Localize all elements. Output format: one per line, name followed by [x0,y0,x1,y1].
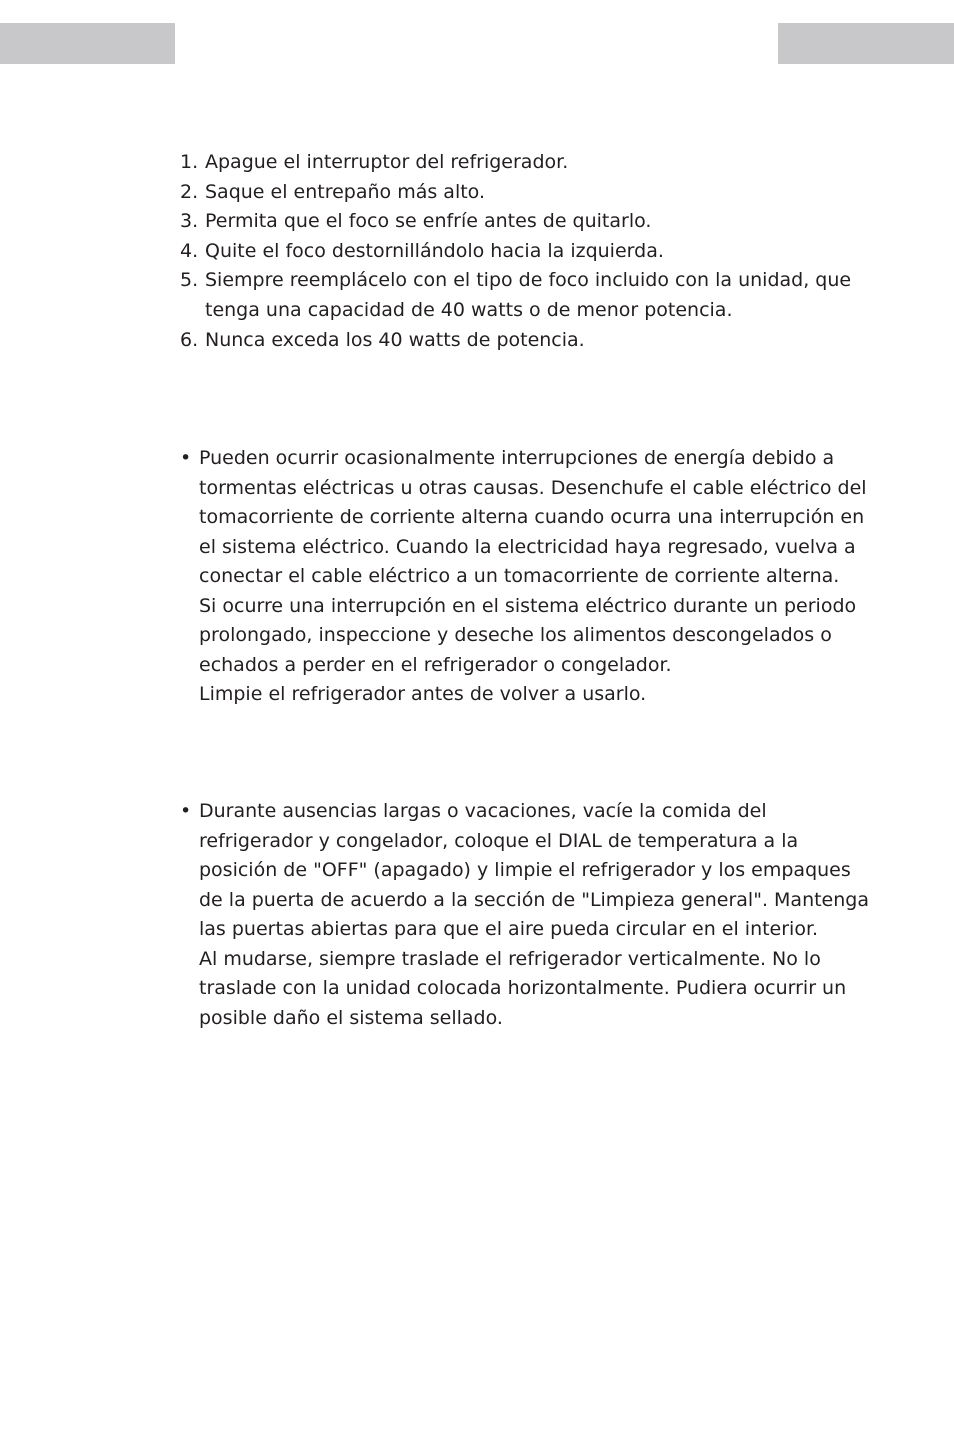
power-outage-text [199,444,880,710]
power-outage-paragraph: Si ocurre una interrupción en el sistema eléctrico durante un periodo prolongado, inspeccione y deseche los alimentos descongelados o echados a perder en el refrigerador o congelador. [199,594,857,676]
step-text: Quite el foco destornillándolo hacia la izquierda. [205,239,664,262]
step-item [180,266,880,325]
bullet-icon: • [180,447,192,469]
vacation-text [199,797,880,1033]
bullet-icon: • [180,800,192,822]
step-item [180,178,880,208]
vacation-paragraph: Durante ausencias largas o vacaciones, vacíe la comida del refrigerador y congelador, coloque el DIAL de temperatura a la posición de "OFF" (apagado) y limpie el refrigerador y los empaques de la puerta de acuerdo a la sección de "Limpieza general". Mantenga las puertas abiertas para que el aire pueda circular en el interior. [199,800,869,940]
step-text: Nunca exceda los 40 watts de potencia. [205,328,585,351]
step-number: 2. [180,180,199,203]
step-number: 5. [180,269,199,292]
power-outage-paragraph: Pueden ocurrir ocasionalmente interrupciones de energía debido a tormentas eléctricas u otras causas. Desenchufe el cable eléctrico del tomacorriente de corriente alterna cuando ocurra una interrupción en el sistema eléctrico. Cuando la electricidad haya regresado, vuelva a conectar el cable eléctrico a un tomacorriente de corriente alterna. [199,447,867,587]
step-item [180,148,880,178]
step-text: Saque el entrepaño más alto. [205,180,486,203]
vacation-paragraph: Al mudarse, siempre traslade el refrigerador verticalmente. No lo traslade con la unidad colocada horizontalmente. Pudiera ocurrir un posible daño el sistema sellado. [199,947,847,1029]
power-outage-section [180,444,880,710]
power-outage-paragraph: Limpie el refrigerador antes de volver a usarlo. [199,683,647,705]
step-number: 1. [180,151,199,173]
step-number: 6. [180,328,199,351]
step-text: Siempre reemplácelo con el tipo de foco incluido con la unidad, que tenga una capacidad de 40 watts o de menor potencia. [205,269,852,321]
header-tab-right [778,23,954,64]
step-number: 3. [180,210,199,233]
step-item [180,326,880,356]
step-text: Apague el interruptor del refrigerador. [205,151,569,173]
step-number: 4. [180,239,199,262]
vacation-section [180,797,880,1033]
step-item [180,237,880,267]
step-item [180,207,880,237]
step-text: Permita que el foco se enfríe antes de quitarlo. [205,210,652,233]
header-tab-left [0,23,175,64]
light-bulb-steps [180,148,880,355]
